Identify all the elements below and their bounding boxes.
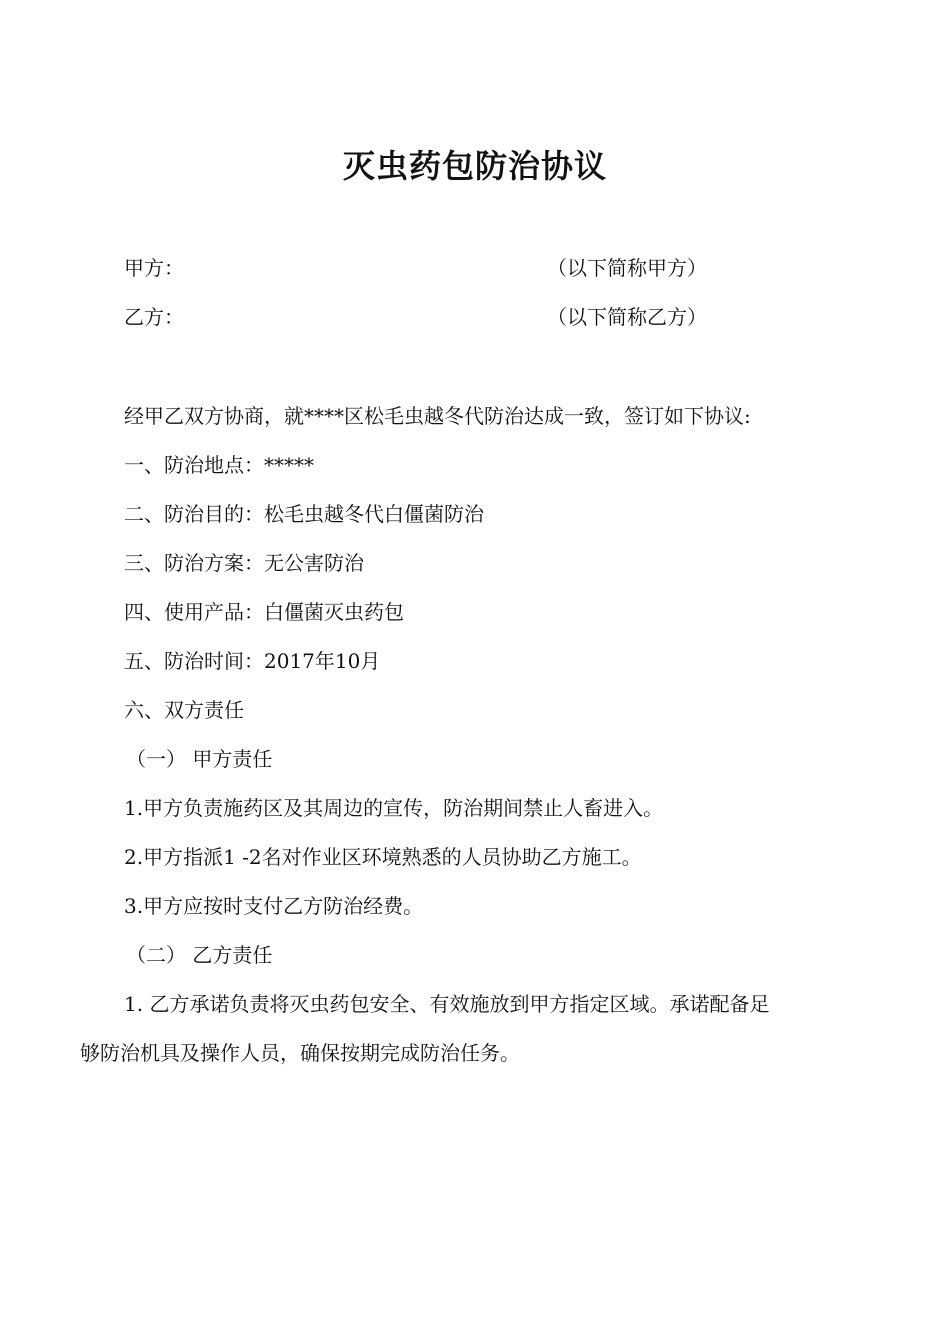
party-a-note: （以下简称甲方） [547,256,707,280]
item-location: 一、防治地点：***** [124,453,314,477]
section-a-clause: 3.甲方应按时支付乙方防治经费。 [124,894,424,918]
item-product: 四、使用产品：白僵菌灭虫药包 [124,600,404,624]
item-purpose: 二、防治目的：松毛虫越冬代白僵菌防治 [124,502,484,526]
party-b-label: 乙方： [124,305,184,329]
party-a-row [124,253,844,283]
party-b-note: （以下简称乙方） [547,305,707,329]
section-b-clause-1-line-1: 1. 乙方承诺负责将灭虫药包安全、有效施放到甲方指定区域。承诺配备足 [124,992,770,1016]
section-b-clause-1 [80,989,825,1068]
item-time: 五、防治时间：2017年10月 [124,649,381,673]
item-plan: 三、防治方案：无公害防治 [124,551,364,575]
item-responsibilities: 六、双方责任 [124,698,244,722]
party-a-label: 甲方： [124,256,184,280]
section-a-heading: （一） 甲方责任 [126,747,273,771]
section-b-heading: （二） 乙方责任 [126,943,273,967]
party-b-row [124,302,844,332]
section-a-clause: 1.甲方负责施药区及其周边的宣传，防治期间禁止人畜进入。 [124,796,664,820]
section-b-clause-1-line-2: 够防治机具及操作人员，确保按期完成防治任务。 [80,1041,520,1065]
section-a-clause: 2.甲方指派1 -2名对作业区环境熟悉的人员协助乙方施工。 [124,845,642,869]
intro-text: 经甲乙双方协商，就****区松毛虫越冬代防治达成一致，签订如下协议: [124,404,751,428]
document-title: 灭虫药包防治协议 [342,147,607,185]
